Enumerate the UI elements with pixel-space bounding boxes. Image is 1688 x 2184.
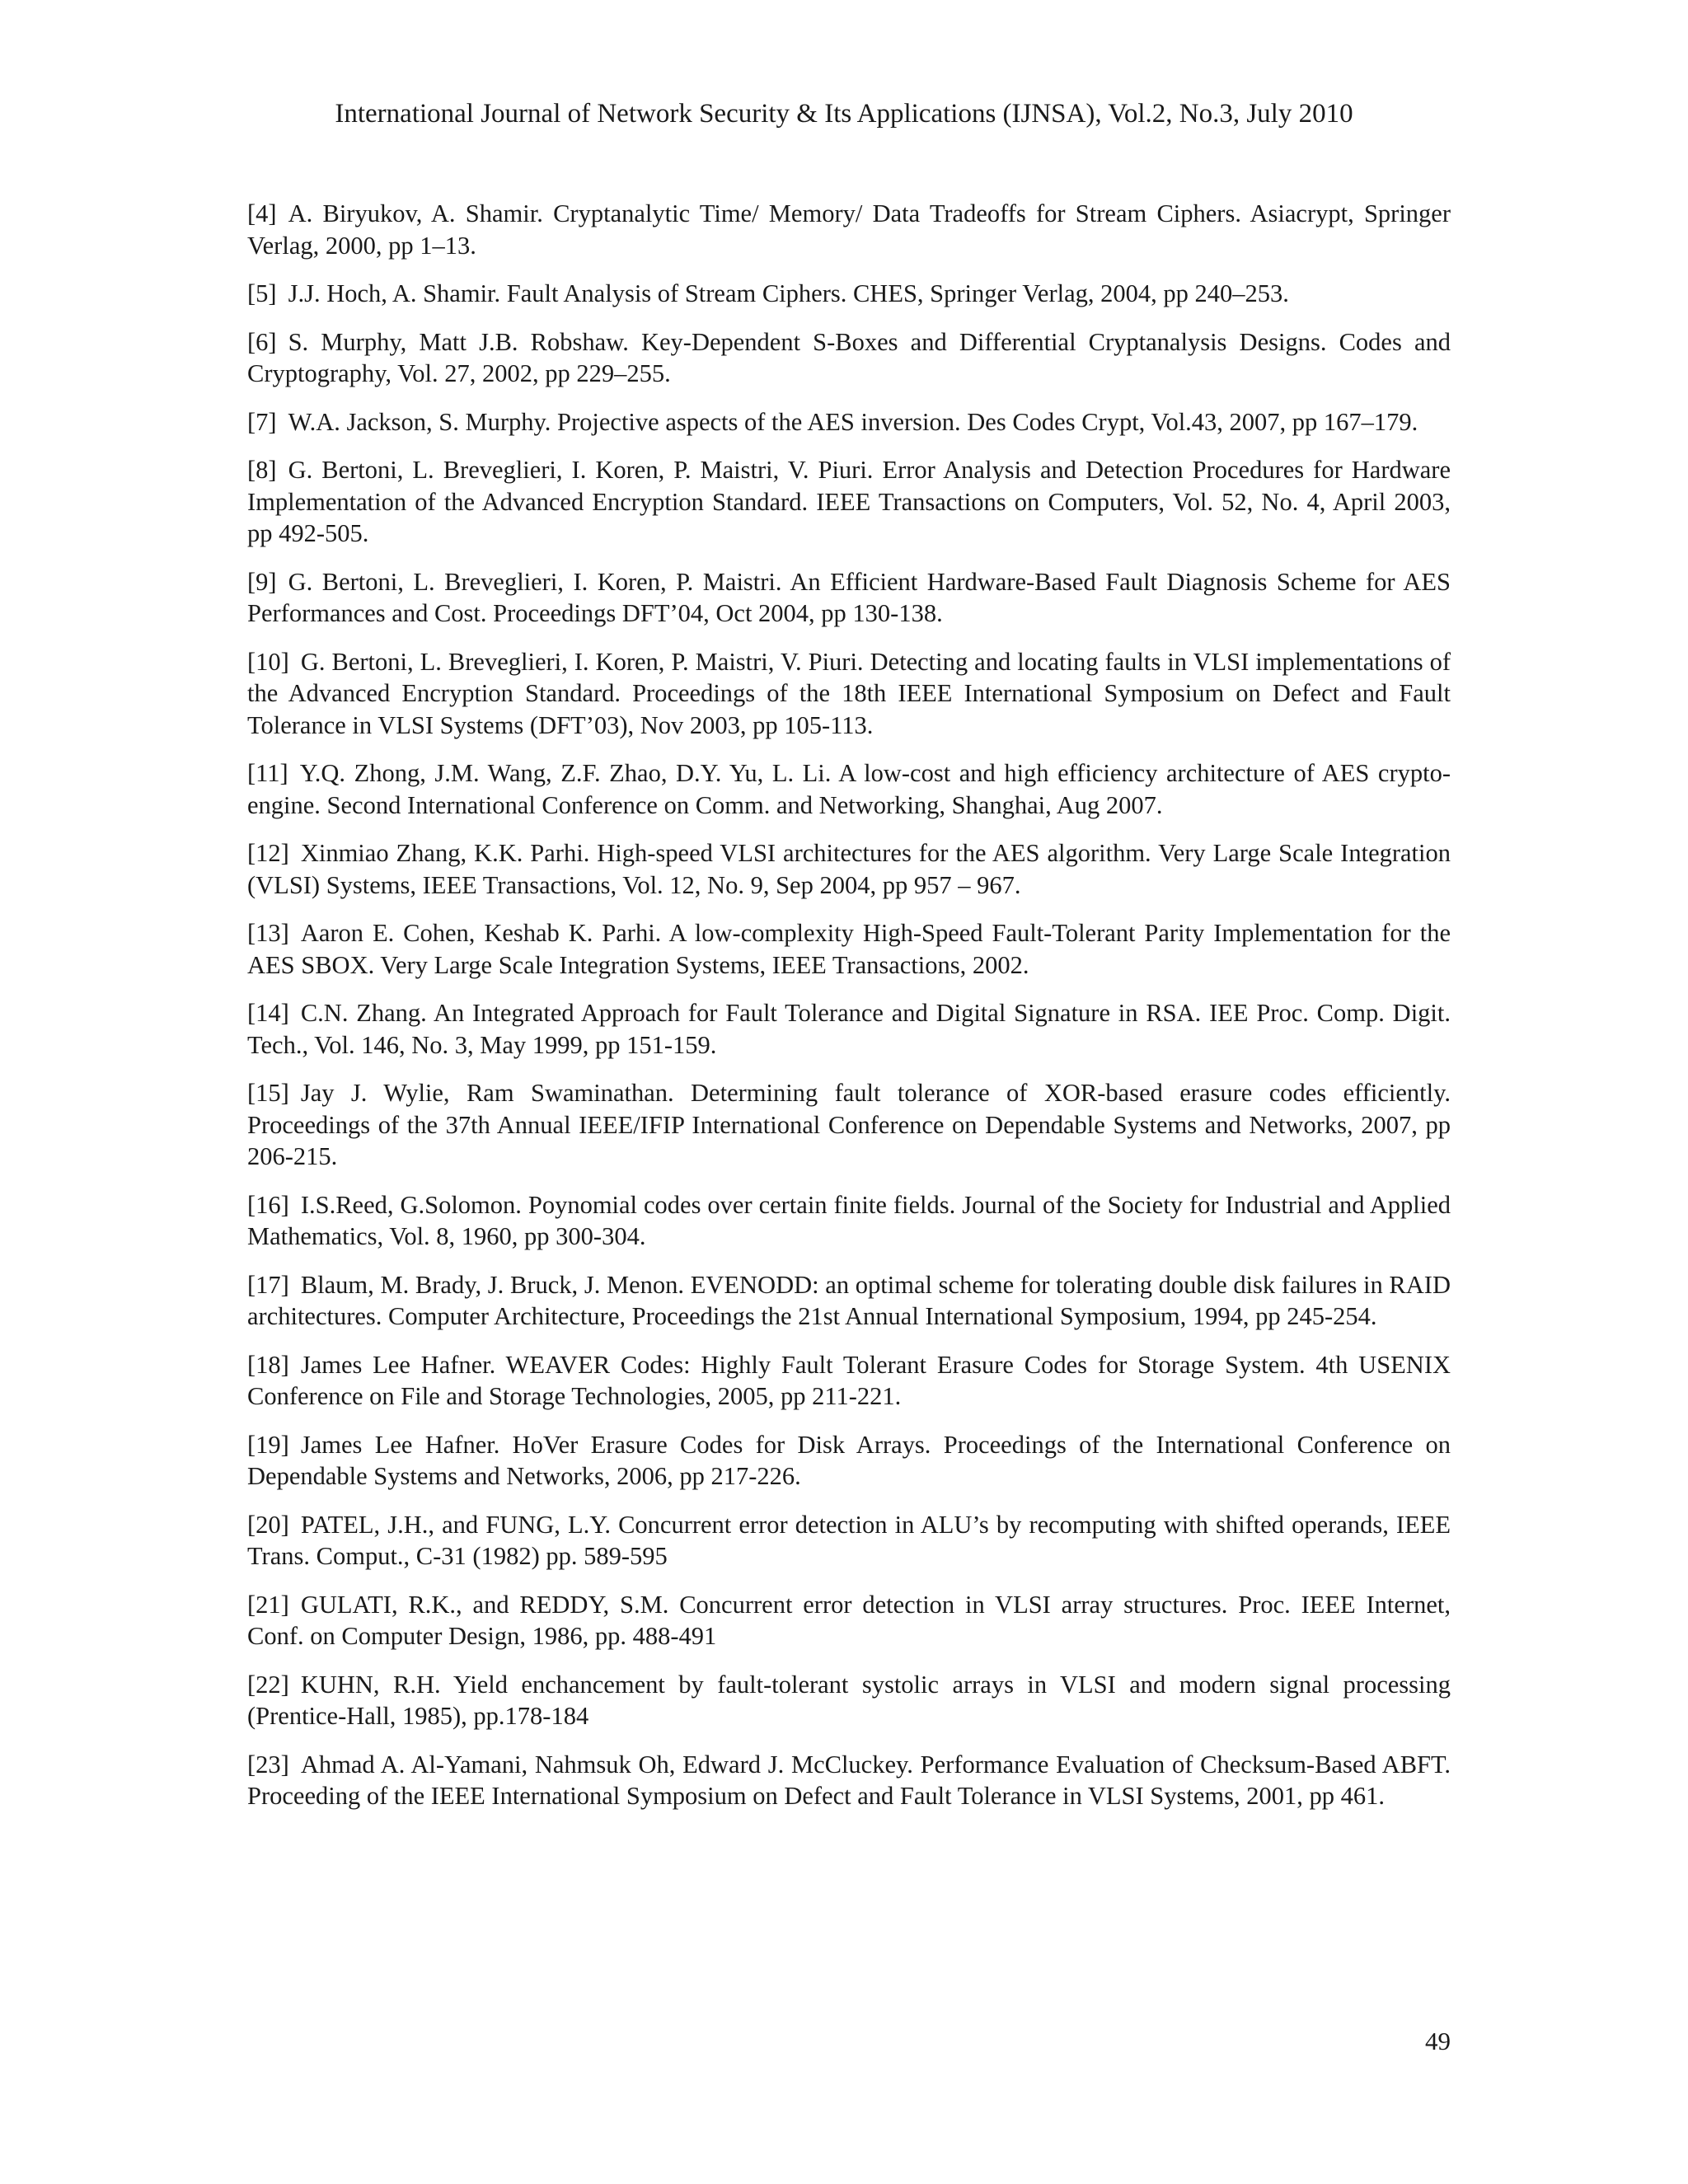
reference-item	[247, 997, 1451, 1061]
reference-text: Y.Q. Zhong, J.M. Wang, Z.F. Zhao, D.Y. Yu, L. Li. A low-cost and high efficiency architecture of AES crypto-engine. Second International Conference on Comm. and Networking, Shanghai, Aug 2007.	[247, 759, 1451, 819]
reference-item	[247, 1189, 1451, 1253]
reference-list	[247, 198, 1451, 1829]
reference-number: [20]	[247, 1510, 289, 1539]
reference-item	[247, 1509, 1451, 1572]
reference-item	[247, 566, 1451, 630]
reference-text: KUHN, R.H. Yield enchancement by fault-tolerant systolic arrays in VLSI and modern signal processing (Prentice-Hall, 1985), pp.178-184	[247, 1670, 1451, 1730]
reference-text: S. Murphy, Matt J.B. Robshaw. Key-Dependent S-Boxes and Differential Cryptanalysis Designs. Codes and Cryptography, Vol. 27, 2002, pp 229–255.	[247, 327, 1451, 387]
reference-item	[247, 1669, 1451, 1732]
reference-text: Ahmad A. Al-Yamani, Nahmsuk Oh, Edward J. McCluckey. Performance Evaluation of Checksum-Based ABFT. Proceeding of the IEEE International Symposium on Defect and Fault Tolerance in VLSI Systems, 2001, pp 461.	[247, 1750, 1451, 1810]
reference-item	[247, 1589, 1451, 1652]
reference-number: [22]	[247, 1670, 289, 1699]
reference-number: [21]	[247, 1590, 289, 1619]
reference-item	[247, 406, 1451, 438]
reference-text: Xinmiao Zhang, K.K. Parhi. High-speed VLSI architectures for the AES algorithm. Very Large Scale Integration (VLSI) Systems, IEEE Transactions, Vol. 12, No. 9, Sep 2004, pp 957 – 967.	[247, 839, 1451, 899]
reference-item	[247, 278, 1451, 310]
reference-item	[247, 917, 1451, 981]
reference-text: J.J. Hoch, A. Shamir. Fault Analysis of Stream Ciphers. CHES, Springer Verlag, 2004, pp 240–253.	[288, 279, 1289, 307]
reference-number: [8]	[247, 456, 277, 484]
reference-number: [11]	[247, 759, 288, 787]
reference-number: [7]	[247, 407, 277, 436]
running-header: International Journal of Network Security & Its Applications (IJNSA), Vol.2, No.3, July 2010	[335, 99, 1353, 129]
reference-text: I.S.Reed, G.Solomon. Poynomial codes over certain finite fields. Journal of the Society for Industrial and Applied Mathematics, Vol. 8, 1960, pp 300-304.	[247, 1190, 1451, 1250]
reference-number: [10]	[247, 647, 289, 676]
reference-text: A. Biryukov, A. Shamir. Cryptanalytic Time/ Memory/ Data Tradeoffs for Stream Ciphers. Asiacrypt, Springer Verlag, 2000, pp 1–13.	[247, 199, 1451, 260]
reference-text: PATEL, J.H., and FUNG, L.Y. Concurrent error detection in ALU’s by recomputing with shifted operands, IEEE Trans. Comput., C-31 (1982) pp. 589-595	[247, 1510, 1451, 1570]
reference-number: [13]	[247, 919, 289, 947]
reference-item	[247, 646, 1451, 742]
reference-item	[247, 1349, 1451, 1413]
reference-number: [9]	[247, 567, 277, 596]
reference-number: [6]	[247, 327, 277, 356]
reference-text: Jay J. Wylie, Ram Swaminathan. Determining fault tolerance of XOR-based erasure codes efficiently. Proceedings of the 37th Annual IEEE/IFIP International Conference on Dependable Systems and Networks, 2007, pp 206-215.	[247, 1079, 1451, 1170]
reference-text: Aaron E. Cohen, Keshab K. Parhi. A low-complexity High-Speed Fault-Tolerant Parity Implementation for the AES SBOX. Very Large Scale Integration Systems, IEEE Transactions, 2002.	[247, 919, 1451, 979]
reference-item	[247, 757, 1451, 821]
reference-number: [15]	[247, 1079, 289, 1107]
reference-item	[247, 1077, 1451, 1173]
reference-text: G. Bertoni, L. Breveglieri, I. Koren, P. Maistri. An Efficient Hardware-Based Fault Diagnosis Scheme for AES Performances and Cost. Proceedings DFT’04, Oct 2004, pp 130-138.	[247, 567, 1451, 627]
reference-text: C.N. Zhang. An Integrated Approach for Fault Tolerance and Digital Signature in RSA. IEE Proc. Comp. Digit. Tech., Vol. 146, No. 3, May 1999, pp 151-159.	[247, 999, 1451, 1059]
reference-number: [17]	[247, 1270, 289, 1299]
reference-item	[247, 198, 1451, 261]
reference-text: James Lee Hafner. HoVer Erasure Codes for Disk Arrays. Proceedings of the International Conference on Dependable Systems and Networks, 2006, pp 217-226.	[247, 1430, 1451, 1490]
reference-item	[247, 1269, 1451, 1333]
reference-text: Blaum, M. Brady, J. Bruck, J. Menon. EVENODD: an optimal scheme for tolerating double disk failures in RAID architectures. Computer Architecture, Proceedings the 21st Annual International Symposium, 1994, pp 245-254.	[247, 1270, 1451, 1330]
reference-number: [19]	[247, 1430, 289, 1459]
reference-item	[247, 326, 1451, 390]
reference-number: [5]	[247, 279, 277, 307]
reference-number: [4]	[247, 199, 277, 227]
reference-item	[247, 1749, 1451, 1812]
reference-text: G. Bertoni, L. Breveglieri, I. Koren, P. Maistri, V. Piuri. Error Analysis and Detection Procedures for Hardware Implementation of the Advanced Encryption Standard. IEEE Transactions on Computers, Vol. 52, No. 4, April 2003, pp 492-505.	[247, 456, 1451, 547]
reference-number: [23]	[247, 1750, 289, 1779]
reference-number: [18]	[247, 1350, 289, 1379]
reference-text: G. Bertoni, L. Breveglieri, I. Koren, P. Maistri, V. Piuri. Detecting and locating faults in VLSI implementations of the Advanced Encryption Standard. Proceedings of the 18th IEEE International Symposium on Defect and Fault Tolerance in VLSI Systems (DFT’03), Nov 2003, pp 105-113.	[247, 647, 1451, 739]
reference-item	[247, 1429, 1451, 1493]
reference-text: W.A. Jackson, S. Murphy. Projective aspects of the AES inversion. Des Codes Crypt, Vol.43, 2007, pp 167–179.	[288, 407, 1418, 436]
reference-number: [16]	[247, 1190, 289, 1219]
reference-text: GULATI, R.K., and REDDY, S.M. Concurrent error detection in VLSI array structures. Proc. IEEE Internet, Conf. on Computer Design, 1986, pp. 488-491	[247, 1590, 1451, 1650]
reference-number: [14]	[247, 999, 289, 1027]
page-number: 49	[1425, 2027, 1451, 2055]
reference-item	[247, 837, 1451, 901]
reference-item	[247, 454, 1451, 550]
reference-number: [12]	[247, 839, 289, 867]
reference-text: James Lee Hafner. WEAVER Codes: Highly Fault Tolerant Erasure Codes for Storage System. 4th USENIX Conference on File and Storage Technologies, 2005, pp 211-221.	[247, 1350, 1451, 1410]
